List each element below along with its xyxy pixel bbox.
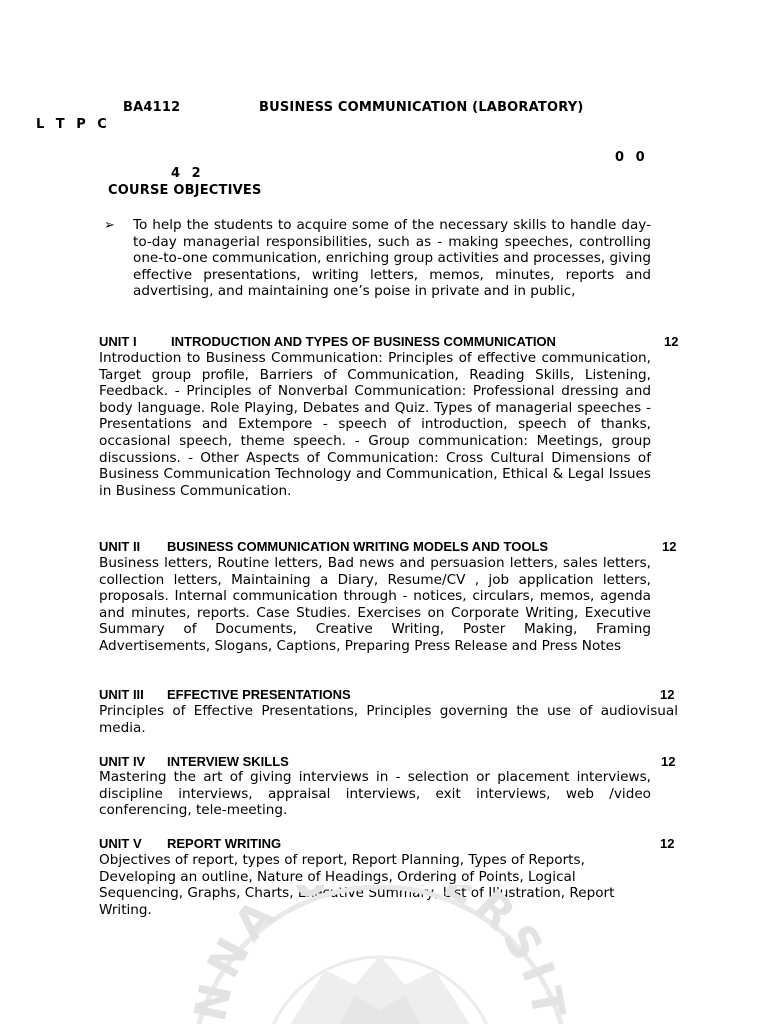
bullet-arrow-icon: ➢ bbox=[104, 218, 115, 233]
unit-3-label: UNIT III bbox=[99, 687, 144, 702]
ltpc-label: L T P C bbox=[36, 117, 108, 132]
course-title: BUSINESS COMMUNICATION (LABORATORY) bbox=[259, 100, 584, 115]
unit-5-body: Objectives of report, types of report, Report Planning, Types of Reports, Developing an outline, Nature of Headings, Ordering of Points, Logical Sequencing, Graphs, Charts, Executive Summary, List of Illustration, Report Writing. bbox=[99, 852, 615, 918]
unit-4-hours: 12 bbox=[661, 754, 676, 769]
unit-5-hours: 12 bbox=[660, 836, 675, 851]
unit-2-body: Business letters, Routine letters, Bad news and persuasion letters, sales letters, collection letters, Maintaining a Diary, Resume/CV , job application letters, proposals. Internal communication through - notices, circulars, memos, agenda and minutes, reports. Case Studies. Exercises on Corporate Writing, Executive Summary of Documents, Creative Writing, Poster Making, Framing Advertisements, Slogans, Captions, Preparing Press Release and Press Notes bbox=[99, 555, 651, 654]
university-seal-watermark bbox=[140, 885, 620, 1028]
objectives-heading: COURSE OBJECTIVES bbox=[108, 183, 262, 198]
unit-4-body: Mastering the art of giving interviews in - selection or placement interviews, discipline interviews, appraisal interviews, exit interviews, web /video conferencing, tele-meeting. bbox=[99, 769, 651, 819]
ltpc-values-a: 0 0 bbox=[615, 150, 646, 165]
unit-2-hours: 12 bbox=[662, 539, 677, 554]
unit-2-label: UNIT II bbox=[99, 539, 141, 554]
seal-icon bbox=[140, 885, 620, 1024]
unit-1-body: Introduction to Business Communication: Principles of effective communication, Target group profile, Barriers of Communication, Reading Skills, Listening, Feedback. - Principles of Nonverbal Communication: Professional dressing and body language. Role Playing, Debates and Quiz. Types of managerial speeches - Presentations and Extempore - speech of introduction, speech of thanks, occasional speech, theme speech. - Group communication: Meetings, group discussions. - Other Aspects of Communication: Cross Cultural Dimensions of Business Communication Technology and Communication, Ethical & Legal Issues in Business Communication. bbox=[99, 350, 651, 499]
course-code: BA4112 bbox=[123, 100, 181, 115]
unit-1-title: INTRODUCTION AND TYPES OF BUSINESS COMMUNICATION bbox=[171, 334, 556, 349]
unit-4-label: UNIT IV bbox=[99, 754, 146, 769]
seal-text: NNA ERSIT bbox=[184, 885, 576, 1024]
ltpc-values-b: 4 2 bbox=[171, 166, 202, 181]
objectives-text: To help the students to acquire some of the necessary skills to handle day-to-day managerial responsibilities, such as - making speeches, controlling one-to-one communication, enriching group activities and processes, giving effective presentations, writing letters, memos, minutes, reports and advertising, and maintaining one’s poise in private and in public, bbox=[133, 217, 651, 300]
unit-2-title: BUSINESS COMMUNICATION WRITING MODELS AND TOOLS bbox=[167, 539, 549, 554]
unit-5-label: UNIT V bbox=[99, 836, 142, 851]
unit-3-hours: 12 bbox=[660, 687, 675, 702]
unit-1-label: UNIT I bbox=[99, 334, 137, 349]
unit-4-title: INTERVIEW SKILLS bbox=[167, 754, 289, 769]
unit-3-title: EFFECTIVE PRESENTATIONS bbox=[167, 687, 351, 702]
unit-1-hours: 12 bbox=[664, 334, 679, 349]
unit-5-title: REPORT WRITING bbox=[167, 836, 282, 851]
unit-3-body: Principles of Effective Presentations, Principles governing the use of audiovisual media. bbox=[99, 703, 678, 736]
